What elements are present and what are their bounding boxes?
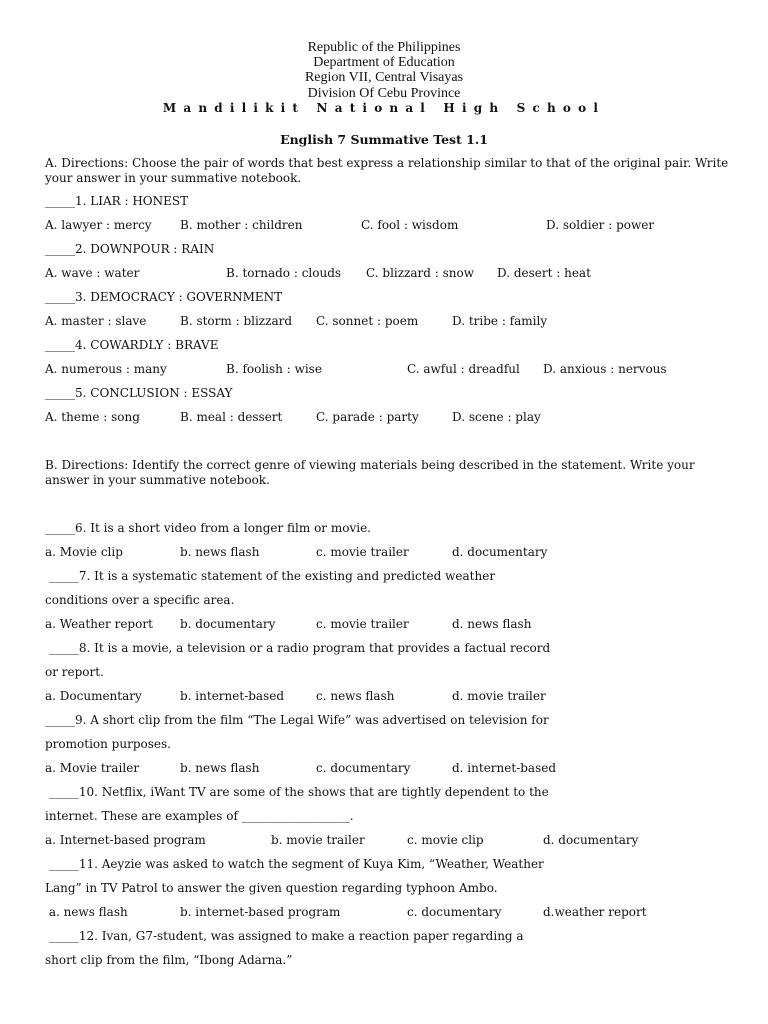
option-11d: d.weather report	[543, 905, 647, 919]
option-11c: c. documentary	[407, 905, 502, 919]
option-1b: B. mother : children	[180, 218, 303, 232]
question-7-line-1: _____7. It is a systematic statement of the existing and predicted weather	[45, 569, 496, 583]
option-6b: b. news flash	[180, 545, 260, 559]
question-9-line-2: promotion purposes.	[45, 737, 171, 751]
option-8c: c. news flash	[316, 689, 395, 703]
option-7a: a. Weather report	[45, 617, 153, 631]
question-11-line-1: _____11. Aeyzie was asked to watch the segment of Kuya Kim, “Weather, Weather	[45, 857, 544, 871]
question-8-line-2: or report.	[45, 665, 104, 679]
option-9d: d. internet-based	[452, 761, 557, 775]
option-2a: A. wave : water	[45, 266, 140, 280]
option-6a: a. Movie clip	[45, 545, 123, 559]
option-3c: C. sonnet : poem	[316, 314, 419, 328]
option-10c: c. movie clip	[407, 833, 484, 847]
option-9c: c. documentary	[316, 761, 411, 775]
question-3: _____3. DEMOCRACY : GOVERNMENT	[45, 290, 283, 304]
header-republic: Republic of the Philippines	[307, 40, 461, 55]
header-department: Department of Education	[313, 55, 455, 70]
option-7d: d. news flash	[452, 617, 532, 631]
option-1a: A. lawyer : mercy	[45, 218, 152, 232]
header-division: Division Of Cebu Province	[307, 86, 461, 101]
question-5: _____5. CONCLUSION : ESSAY	[45, 386, 233, 400]
option-4a: A. numerous : many	[45, 362, 167, 376]
option-5d: D. scene : play	[452, 410, 541, 424]
part-b-directions: B. Directions: Identify the correct genre of viewing materials being described in the statement. Write your answer in your summative notebook.	[45, 458, 695, 487]
question-1: _____1. LIAR : HONEST	[45, 194, 189, 208]
option-4d: D. anxious : nervous	[543, 362, 667, 376]
question-12-line-2: short clip from the film, “Ibong Adarna.”	[45, 953, 293, 967]
option-3a: A. master : slave	[45, 314, 147, 328]
option-10d: d. documentary	[543, 833, 639, 847]
option-5b: B. meal : dessert	[180, 410, 283, 424]
question-4: _____4. COWARDLY : BRAVE	[45, 338, 219, 352]
option-2b: B. tornado : clouds	[226, 266, 342, 280]
option-8a: a. Documentary	[45, 689, 142, 703]
option-3b: B. storm : blizzard	[180, 314, 293, 328]
question-2: _____2. DOWNPOUR : RAIN	[45, 242, 215, 256]
option-1c: C. fool : wisdom	[361, 218, 459, 232]
option-8b: b. internet-based	[180, 689, 285, 703]
option-7c: c. movie trailer	[316, 617, 409, 631]
question-7-line-2: conditions over a specific area.	[45, 593, 235, 607]
option-5a: A. theme : song	[45, 410, 140, 424]
option-11b: b. internet-based program	[180, 905, 341, 919]
question-9-line-1: _____9. A short clip from the film “The Legal Wife” was advertised on television for	[45, 713, 549, 727]
question-10-line-1: _____10. Netflix, iWant TV are some of the shows that are tightly dependent to the	[45, 785, 549, 799]
option-2d: D. desert : heat	[497, 266, 591, 280]
test-title: English 7 Summative Test 1.1	[280, 132, 488, 147]
option-11a: a. news flash	[45, 905, 128, 919]
question-6: _____6. It is a short video from a longer film or movie.	[45, 521, 371, 535]
option-4b: B. foolish : wise	[226, 362, 322, 376]
option-7b: b. documentary	[180, 617, 276, 631]
question-12-line-1: _____12. Ivan, G7-student, was assigned to make a reaction paper regarding a	[45, 929, 524, 943]
option-10b: b. movie trailer	[271, 833, 365, 847]
option-5c: C. parade : party	[316, 410, 419, 424]
option-4c: C. awful : dreadful	[407, 362, 520, 376]
option-3d: D. tribe : family	[452, 314, 548, 328]
option-8d: d. movie trailer	[452, 689, 546, 703]
option-6c: c. movie trailer	[316, 545, 409, 559]
question-8-line-1: _____8. It is a movie, a television or a radio program that provides a factual record	[45, 641, 551, 655]
option-9a: a. Movie trailer	[45, 761, 140, 775]
option-10a: a. Internet-based program	[45, 833, 206, 847]
school-name: Mandilikit National High School	[162, 101, 606, 115]
option-9b: b. news flash	[180, 761, 260, 775]
option-6d: d. documentary	[452, 545, 548, 559]
question-11-line-2: Lang” in TV Patrol to answer the given question regarding typhoon Ambo.	[45, 881, 498, 895]
part-a-directions: A. Directions: Choose the pair of words that best express a relationship similar to that of the original pair. Write your answer in your summative notebook.	[45, 156, 729, 185]
option-2c: C. blizzard : snow	[366, 266, 475, 280]
header-region: Region VII, Central Visayas	[304, 70, 464, 85]
question-10-line-2: internet. These are examples of __________________.	[45, 809, 354, 823]
option-1d: D. soldier : power	[546, 218, 655, 232]
